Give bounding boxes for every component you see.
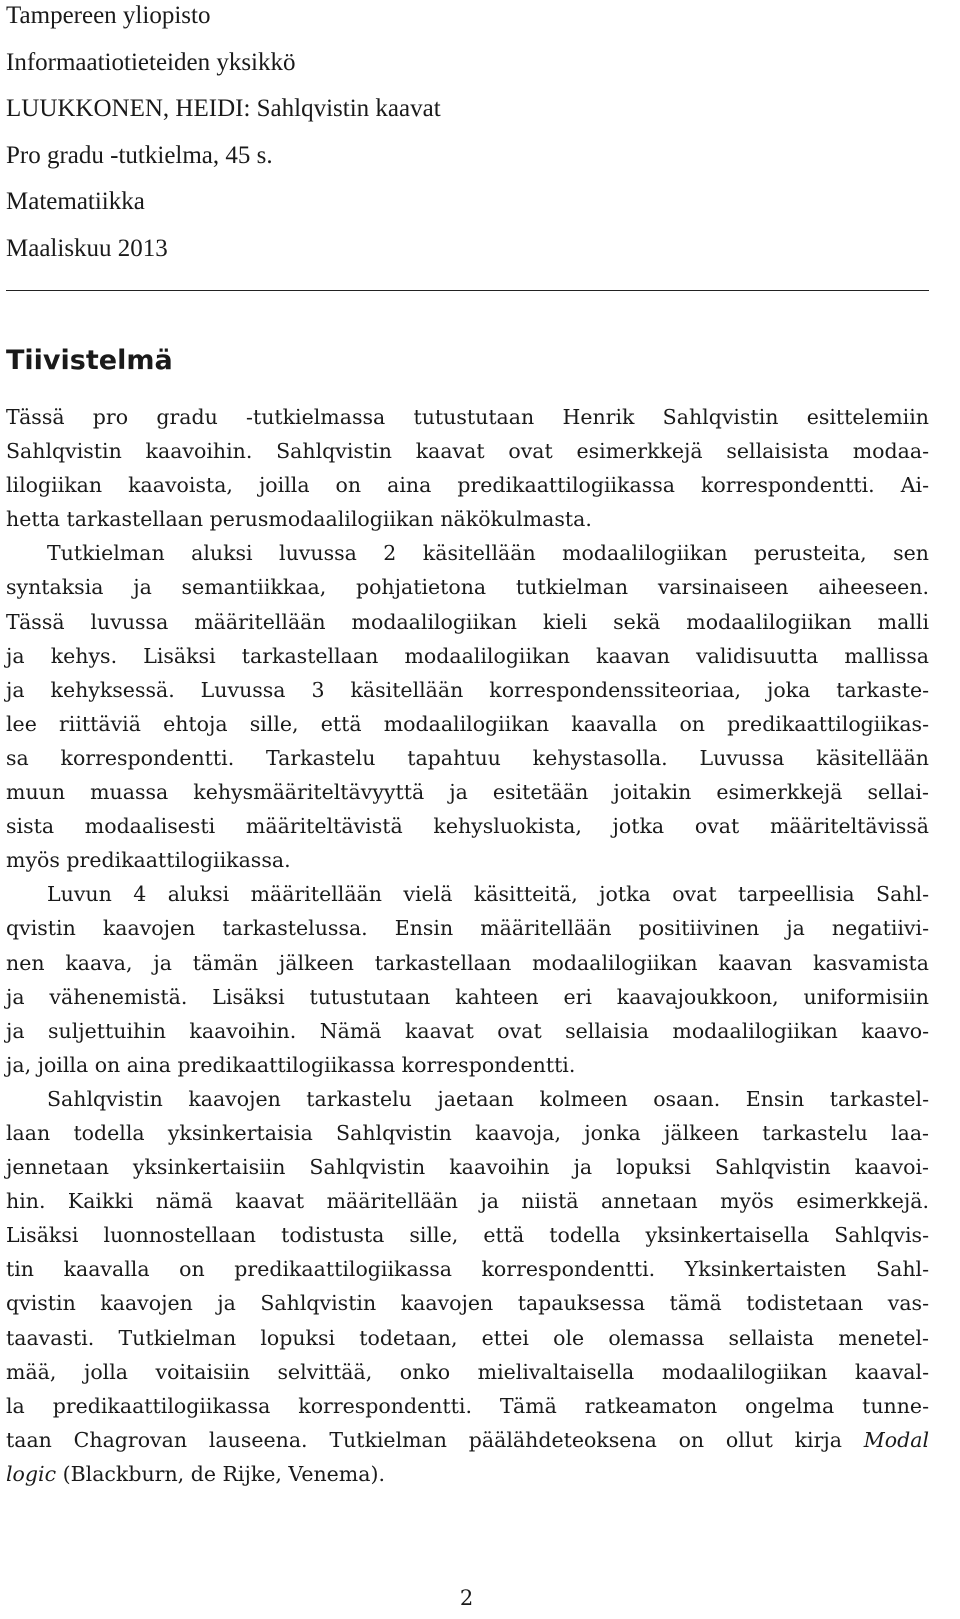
abstract-line: nen kaava, ja tämän jälkeen tarkastellaan modaalilogiikan kaavan kasvamista	[6, 950, 929, 975]
abstract-line: lee riittäviä ehtoja sille, että modaalilogiikan kaavalla on predikaattilogiikas-	[6, 711, 929, 736]
abstract-line: la predikaattilogiikassa korrespondentti. Tämä ratkeamaton ongelma tunne-	[6, 1393, 929, 1418]
thesis-type: Pro gradu -tutkielma, 45 s.	[6, 141, 273, 169]
abstract-line: ja kehys. Lisäksi tarkastellaan modaalilogiikan kaavan validisuutta mallissa	[6, 643, 929, 668]
abstract-line: laan todella yksinkertaisia Sahlqvistin kaavoja, jonka jälkeen tarkastelu laa-	[6, 1120, 929, 1145]
abstract-line: logic (Blackburn, de Rijke, Venema).	[6, 1461, 385, 1486]
abstract-line: sa korrespondentti. Tarkastelu tapahtuu kehystasolla. Luvussa käsitellään	[6, 745, 929, 770]
abstract-line: tin kaavalla on predikaattilogiikassa korrespondentti. Yksinkertaisten Sahl-	[6, 1257, 929, 1282]
unit-name: Informaatiotieteiden yksikkö	[6, 48, 296, 76]
abstract-line: ja kehyksessä. Luvussa 3 käsitellään korrespondenssiteoriaa, joka tarkaste-	[6, 677, 929, 702]
author-and-title: LUUKKONEN, HEIDI: Sahlqvistin kaavat	[6, 95, 441, 122]
abstract-line: qvistin kaavojen ja Sahlqvistin kaavojen tapauksessa tämä todistetaan vas-	[6, 1291, 929, 1316]
abstract-line: syntaksia ja semantiikkaa, pohjatietona tutkielman varsinaiseen aiheeseen.	[6, 575, 929, 600]
abstract-line: qvistin kaavojen tarkastelussa. Ensin määritellään positiivinen ja negatiivi-	[6, 916, 929, 941]
abstract-line: Tutkielman aluksi luvussa 2 käsitellään modaalilogiikan perusteita, sen	[47, 541, 929, 566]
abstract-line: lilogiikan kaavoista, joilla on aina predikaattilogiikassa korrespondentti. Ai-	[6, 473, 929, 498]
subject: Matematiikka	[6, 188, 145, 215]
abstract-heading: Tiivistelmä	[6, 345, 173, 376]
abstract-line: Tässä pro gradu -tutkielmassa tutustutaan Henrik Sahlqvistin esittelemiin	[6, 405, 929, 429]
abstract-line: taavasti. Tutkielman lopuksi todetaan, ettei ole olemassa sellaista menetel-	[6, 1325, 929, 1350]
abstract-line: Sahlqvistin kaavojen tarkastelu jaetaan kolmeen osaan. Ensin tarkastel-	[47, 1086, 929, 1111]
date: Maaliskuu 2013	[6, 234, 168, 262]
abstract-line: Tässä luvussa määritellään modaalilogiikan kieli sekä modaalilogiikan malli	[6, 609, 929, 634]
university-name: Tampereen yliopisto	[6, 2, 211, 29]
abstract-body	[6, 400, 929, 1491]
abstract-line: muun muassa kehysmääriteltävyyttä ja esitetään joitakin esimerkkejä sellai-	[6, 780, 929, 805]
abstract-line: mää, jolla voitaisiin selvittää, onko mielivaltaisella modaalilogiikan kaaval-	[6, 1359, 929, 1384]
abstract-line: hin. Kaikki nämä kaavat määritellään ja niistä annetaan myös esimerkkejä.	[6, 1189, 929, 1214]
abstract-line: jennetaan yksinkertaisiin Sahlqvistin kaavoihin ja lopuksi Sahlqvistin kaavoi-	[6, 1155, 929, 1180]
abstract-line: Sahlqvistin kaavoihin. Sahlqvistin kaavat ovat esimerkkejä sellaisista modaa-	[6, 439, 929, 464]
abstract-line: myös predikaattilogiikassa.	[6, 848, 291, 873]
abstract-line: sista modaalisesti määriteltävistä kehysluokista, jotka ovat määriteltävissä	[6, 814, 929, 839]
page-number: 2	[459, 1586, 474, 1610]
book-title: Modal	[863, 1427, 929, 1452]
document-header	[6, 0, 441, 279]
abstract-line: Lisäksi luonnostellaan todistusta sille, että todella yksinkertaisella Sahlqvis-	[6, 1223, 929, 1248]
abstract-line: ja suljettuihin kaavoihin. Nämä kaavat ovat sellaisia modaalilogiikan kaavo-	[6, 1018, 929, 1043]
abstract-line: taan Chagrovan lauseena. Tutkielman päälähdeteoksena on ollut kirja Modal	[6, 1427, 929, 1452]
abstract-line: ja, joilla on aina predikaattilogiikassa korrespondentti.	[6, 1052, 576, 1077]
book-title: logic	[6, 1461, 57, 1486]
abstract-line: Luvun 4 aluksi määritellään vielä käsitteitä, jotka ovat tarpeellisia Sahl-	[47, 882, 929, 907]
abstract-line: ja vähenemistä. Lisäksi tutustutaan kahteen eri kaavajoukkoon, uniformisiin	[6, 984, 929, 1009]
horizontal-divider	[6, 290, 929, 291]
abstract-line: hetta tarkastellaan perusmodaalilogiikan näkökulmasta.	[6, 507, 592, 532]
